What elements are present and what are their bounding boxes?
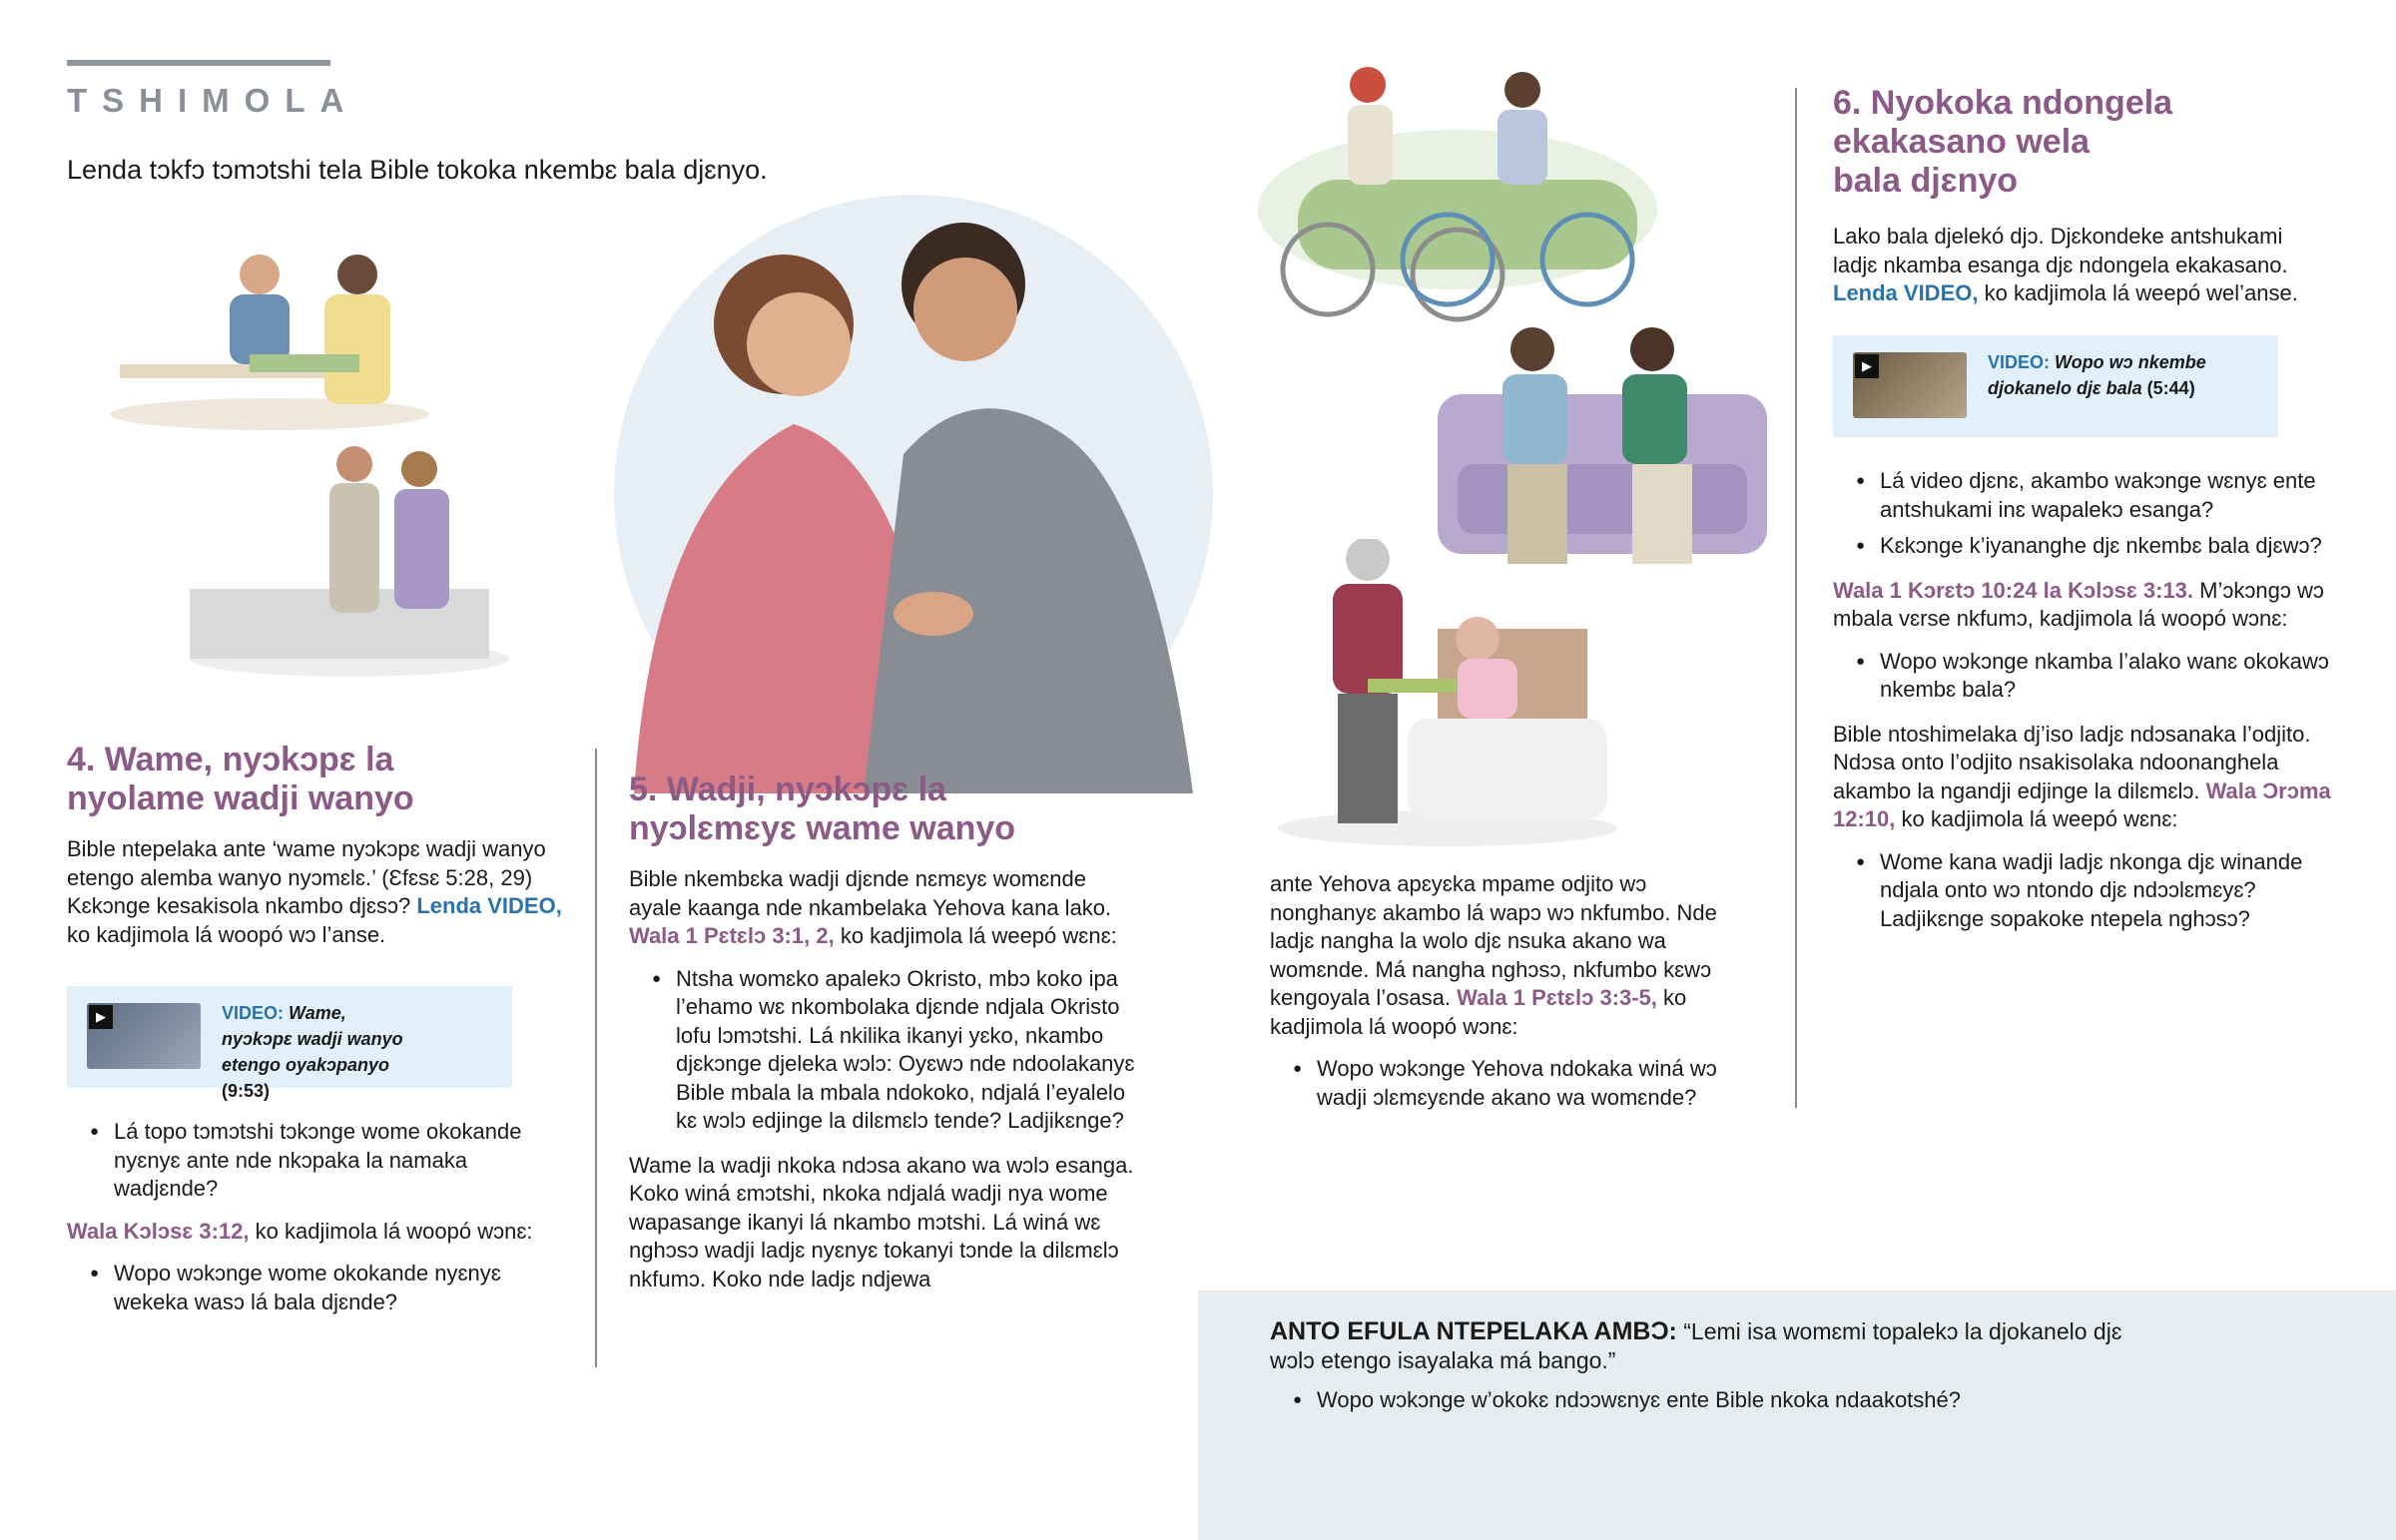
section-6-title: 6. Nyokoka ndongela ekakasano wela bala djɛnyo — [1833, 84, 2173, 200]
section-4-questions — [67, 1118, 576, 1324]
section-5 — [629, 770, 1138, 1293]
section-5-continued — [1270, 870, 1759, 1120]
video-card-4[interactable] — [67, 986, 512, 1101]
video-4-title: VIDEO: Wame, nyɔkɔpɛ wadji wanyo etengo oyakɔpanyo (9:53) — [222, 1003, 403, 1101]
section-5-paragraph-2: Wame la wadji nkoka ndɔsa akano wa wɔlɔ esanga. Koko winá ɛmɔtshi, nkoka ndjalá wadji nya wome wapasange ikanyi lá nkambo mɔtshi. Lá winá wɛ nghɔsɔ wadji ladjɛ nyɛnyɛ tokanyi tɔnde la dilɛmɛlɔ nkfumɔ. Koko nde ladjɛ ndjewa — [629, 1152, 1134, 1291]
bedside-care-illustration — [1268, 539, 1617, 848]
play-icon[interactable]: ▶ — [1855, 354, 1879, 378]
section-5-title: 5. Wadji, nyɔkɔpɛ la nyɔlɛmɛyɛ wame wanyo — [629, 770, 1016, 847]
couple-embrace-illustration — [594, 195, 1233, 793]
common-view-statement: ANTO EFULA NTEPELAKA AMBƆ: “Lemi isa womɛmi topalekɔ la djokanelo djɛ wɔlɔ etengo isayalaka má bango.” — [1270, 1317, 2122, 1373]
scripture-reference[interactable]: Wala 1 Kɔrɛtɔ 10:24 la Kɔlɔsɛ 3:13. — [1833, 577, 2194, 603]
kitchen-couple-illustration — [180, 439, 519, 679]
study-couple-illustration — [100, 245, 429, 434]
video-thumbnail[interactable] — [87, 1003, 201, 1069]
section-4-paragraph: Bible ntepelaka ante ‘wame nyɔkɔpɛ wadji wanyo etengo alemba wanyo nyɔmɛlɛ.’ (Ɛfɛsɛ 5:28, 29) Kɛkɔnge kesakisola nkambo djɛsɔ? Lenda VIDEO, ko kadjimola lá woopó wɔ l’anse. — [67, 836, 562, 947]
question-bullet: ● Ntsha womɛko apalekɔ Okristo, mbɔ koko ipa l’ehamo wɛ nkombolaka djɛnde ndjala Okristo lofu lɔmɔtshi. Lá nkilika ikanyi yɛko, nkambo djɛkɔnge djeleka wɔlɔ: Oyɛwɔ nde ndoolakanyɛ Bible mbala la mbala ndokoko, ndjalá l’eyalelo kɛ wɔlɔ edjinge la dilɛmɛlɔ tende? Ladjikɛnge? — [676, 965, 1138, 1136]
video-6-title: VIDEO: Wopo wɔ nkembe djokanelo djɛ bala (5:44) — [1988, 352, 2206, 398]
scripture-prompt: Wala Kɔlɔsɛ 3:12, ko kadjimola lá woopó wɔnɛ: — [67, 1218, 533, 1244]
play-icon[interactable]: ▶ — [89, 1005, 113, 1029]
section-6 — [1833, 84, 2332, 308]
column-divider — [1795, 88, 1797, 1108]
question-bullet: ● Wopo wɔkɔnge w’okokɛ ndɔɔwɛnyɛ ente Bible nkoka ndaakotshé? — [1317, 1386, 2168, 1415]
section-5-paragraph: Bible nkembɛka wadji djɛnde nɛmɛyɛ womɛnde ayale kaanga nde nkambelaka Yehova kana lako. Wala 1 Pɛtɛlɔ 3:1, 2, ko kadjimola lá weepó wɛnɛ: — [629, 866, 1117, 948]
section-6-paragraph-2: Bible ntoshimelaka dj’iso ladjɛ ndɔsanaka l’odjito. Ndɔsa onto l’odjito nsakisolaka ndoonanghela akambo la ngandji edjinge la dilɛmɛlɔ. Wala Ɔrɔma 12:10, ko kadjimola lá weepó wɛnɛ: — [1833, 721, 2331, 831]
video-card-6[interactable] — [1833, 335, 2278, 437]
section-4 — [67, 741, 576, 949]
column-divider — [595, 749, 597, 1367]
section-5-continued-paragraph: ante Yehova apɛyɛka mpame odjito wɔ nonghanyɛ akambo lá wapɔ wɔ nkfumbo. Nde ladjɛ nangha la wolo djɛ nsuka akano wa womɛnde. Má nangha nghɔsɔ, nkfumbo kɛwɔ kengoyala l’osasa. Wala 1 Pɛtɛlɔ 3:3-5, ko kadjimola lá woopó wɔnɛ: — [1270, 871, 1717, 1039]
section-6-paragraph: Lako bala djelekó djɔ. Djɛkondeke antshukami ladjɛ nkamba esanga djɛ ndongela ekakasano. Lenda VIDEO, ko kadjimola lá weepó wel’anse. — [1833, 224, 2298, 305]
common-view-content — [1270, 1317, 2168, 1423]
section-6-questions — [1833, 467, 2332, 941]
lesson-kicker: TSHIMOLA — [67, 82, 359, 119]
intro-text: Lenda tɔkfɔ tɔmɔtshi tela Bible tokoka nkembɛ bala djɛnyo. — [67, 155, 768, 185]
video-link[interactable]: Lenda VIDEO, — [1833, 280, 1979, 305]
question-bullet: ● Kɛkɔnge k’iyananghe djɛ nkembɛ bala djɛwɔ? — [1880, 532, 2332, 561]
scripture-reference[interactable]: Wala Ɔrɔma 12:10, — [1833, 777, 2331, 831]
video-link[interactable]: Lenda VIDEO, — [416, 893, 562, 918]
scripture-reference[interactable]: Wala 1 Pɛtɛlɔ 3:3-5, — [1457, 985, 1657, 1010]
scripture-reference[interactable]: Wala Kɔlɔsɛ 3:12, — [67, 1218, 250, 1244]
cycling-couple-illustration — [1258, 60, 1657, 329]
question-bullet: ● Wopo wɔkɔnge Yehova ndokaka winá wɔ wadji ɔlɛmɛyɛnde akano wa womɛnde? — [1317, 1055, 1759, 1112]
section-4-title: 4. Wame, nyɔkɔpɛ la nyolame wadji wanyo — [67, 741, 414, 817]
question-bullet: ● Wopo wɔkɔnge nkamba l’alako wanɛ okokawɔ nkembɛ bala? — [1880, 648, 2332, 705]
question-bullet: ● Lá video djɛnɛ, akambo wakɔnge wɛnyɛ ente antshukami inɛ wapalekɔ esanga? — [1880, 467, 2332, 524]
scripture-reference[interactable]: Wala 1 Pɛtɛlɔ 3:1, 2, — [629, 923, 835, 948]
header-rule — [67, 60, 330, 66]
video-thumbnail[interactable] — [1853, 352, 1967, 418]
question-bullet: ● Wopo wɔkɔnge wome okokande nyɛnyɛ wekeka wasɔ lá bala djɛnde? — [114, 1260, 576, 1316]
question-bullet: ● Wome kana wadji ladjɛ nkonga djɛ winande ndjala onto wɔ ntondo djɛ ndɔɔlɛmɛyɛ? Ladjikɛnge sopakoke ntepela nghɔsɔ? — [1880, 848, 2332, 934]
question-bullet: ● Lá topo tɔmɔtshi tɔkɔnge wome okokande nyɛnyɛ ante nde nkɔpaka la namaka wadjɛnde? — [114, 1118, 576, 1204]
scripture-prompt: Wala 1 Kɔrɛtɔ 10:24 la Kɔlɔsɛ 3:13. M’ɔkɔngɔ wɔ mbala vɛrse nkfumɔ, kadjimola lá woopó wɔnɛ: — [1833, 577, 2324, 631]
